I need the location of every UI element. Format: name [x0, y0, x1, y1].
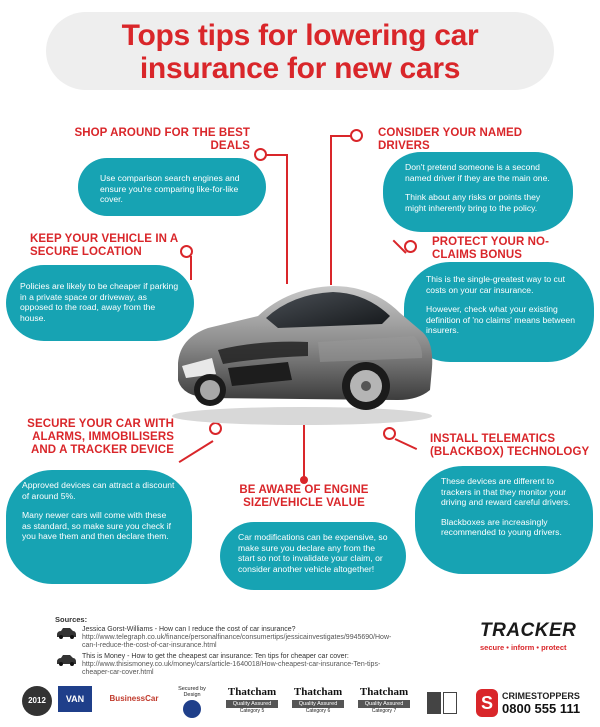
- dot-shop: [254, 148, 267, 161]
- source-link-1[interactable]: http://www.telegraph.co.uk/finance/personalfinance/consumertips/jessicainvestigates/9945690/How-can-I-reduce-the-cost-of-car-insurance.html: [82, 634, 392, 649]
- tracker-logo: TRACKER: [480, 620, 577, 641]
- tracker-tagline: secure • inform • protect: [480, 643, 567, 652]
- engine-text: Car modifications can be expensive, so make sure you declare any from the start so not to invalidate your claim, or consider another vehicle altogether!: [238, 532, 388, 574]
- no-claims-text-2: However, check what your existing definition of 'no claims' means between insurers.: [426, 304, 575, 335]
- certification-logos: [424, 686, 460, 720]
- named-drivers-text-1: Don't pretend someone is a second named driver if they are the main one.: [405, 162, 550, 183]
- secured-by-design-logo: Secured by Design: [172, 686, 212, 720]
- heading-telematics: INSTALL TELEMATICS (BLACKBOX) TECHNOLOGY: [430, 433, 590, 458]
- source-item: [55, 626, 395, 650]
- bubble-shop-around: [78, 158, 266, 216]
- heading-no-claims: PROTECT YOUR NO-CLAIMS BONUS: [432, 236, 550, 261]
- named-drivers-text-2: Think about any risks or points they might inherently bring to the policy.: [405, 192, 541, 213]
- bubble-secure-location: [6, 265, 194, 341]
- source-item: [55, 653, 395, 677]
- connector-alarms: [179, 440, 214, 463]
- shop-around-text: Use comparison search engines and ensure you're comparing like-for-like cover.: [100, 173, 240, 204]
- bubble-alarms: [6, 470, 192, 584]
- tracker-brand: [480, 620, 590, 652]
- connector-engine: [303, 420, 305, 482]
- dot-engine: [300, 476, 308, 484]
- crimestoppers-number: 0800 555 111: [502, 700, 581, 716]
- thatcham-cat7-logo: Thatcham Quality Assured Category 7: [359, 686, 409, 714]
- no-claims-text-1: This is the single-greatest way to cut costs on your car insurance.: [426, 274, 565, 295]
- heading-engine: BE AWARE OF ENGINE SIZE/VEHICLE VALUE: [239, 484, 369, 509]
- connector-drivers-h: [330, 135, 352, 137]
- source-link-2[interactable]: http://www.thisismoney.co.uk/money/cars/article-1640018/How-cheapest-car-insurance-Ten-tips-cheaper-car-cover.html: [82, 661, 381, 676]
- page-title-line-2: insurance for new cars: [139, 52, 461, 85]
- crown-icon: [443, 692, 457, 714]
- source-title-1: Jessica Gorst-Williams - How can I reduce the cost of car insurance?: [82, 626, 296, 633]
- title-banner: [46, 12, 554, 90]
- sources-label: Sources:: [55, 615, 88, 624]
- car-icon: [55, 653, 77, 667]
- crimestoppers-logo: S CRIMESTOPPERS 0800 555 111: [476, 686, 594, 720]
- telematics-text-1: These devices are different to trackers in that they monitor your driving and reward careful drivers.: [441, 476, 571, 507]
- secure-location-text: Policies are likely to be cheaper if parking in a private space or driveway, as opposed to the road, away from the house.: [20, 281, 179, 323]
- heading-named-drivers: CONSIDER YOUR NAMED DRIVERS: [378, 127, 523, 152]
- heading-alarms: SECURE YOUR CAR WITH ALARMS, IMMOBILISERS AND A TRACKER DEVICE: [27, 418, 174, 456]
- footer-logos: [0, 682, 600, 727]
- crimestoppers-icon: S: [476, 689, 498, 717]
- car-illustration: [168, 258, 436, 428]
- heading-secure-location: KEEP YOUR VEHICLE IN A SECURE LOCATION: [30, 233, 178, 258]
- thatcham-cat6-logo: Thatcham Quality Assured Category 6: [293, 686, 343, 714]
- telematics-text-2: Blackboxes are increasingly recommended to young drivers.: [441, 516, 562, 537]
- bubble-telematics: [415, 466, 593, 574]
- source-title-2: This is Money - How to get the cheapest car insurance: Ten tips for cheaper car cover:: [82, 653, 349, 660]
- heading-shop-around: SHOP AROUND FOR THE BEST DEALS: [74, 127, 250, 152]
- connector-telematics: [395, 438, 418, 450]
- thatcham-cat5-logo: Thatcham Quality Assured Category 5: [227, 686, 277, 714]
- iso-icon: [427, 692, 441, 714]
- alarms-text-2: Many newer cars will come with these as standard, so make sure you check if you have them and then declare them.: [22, 510, 172, 541]
- shield-icon: [183, 700, 201, 718]
- dot-drivers: [350, 129, 363, 142]
- bubble-engine: [220, 522, 406, 590]
- van-award-logo: VAN: [58, 686, 92, 720]
- page-title-line-1: Tops tips for lowering car: [121, 19, 479, 52]
- sources-section: [55, 616, 395, 680]
- businesscar-logo: BusinessCar: [109, 694, 159, 703]
- alarms-text-1: Approved devices can attract a discount of around 5%.: [22, 480, 175, 501]
- award-2012-logo: 2012: [20, 686, 54, 720]
- car-icon: [55, 626, 77, 640]
- bubble-named-drivers: [383, 152, 573, 232]
